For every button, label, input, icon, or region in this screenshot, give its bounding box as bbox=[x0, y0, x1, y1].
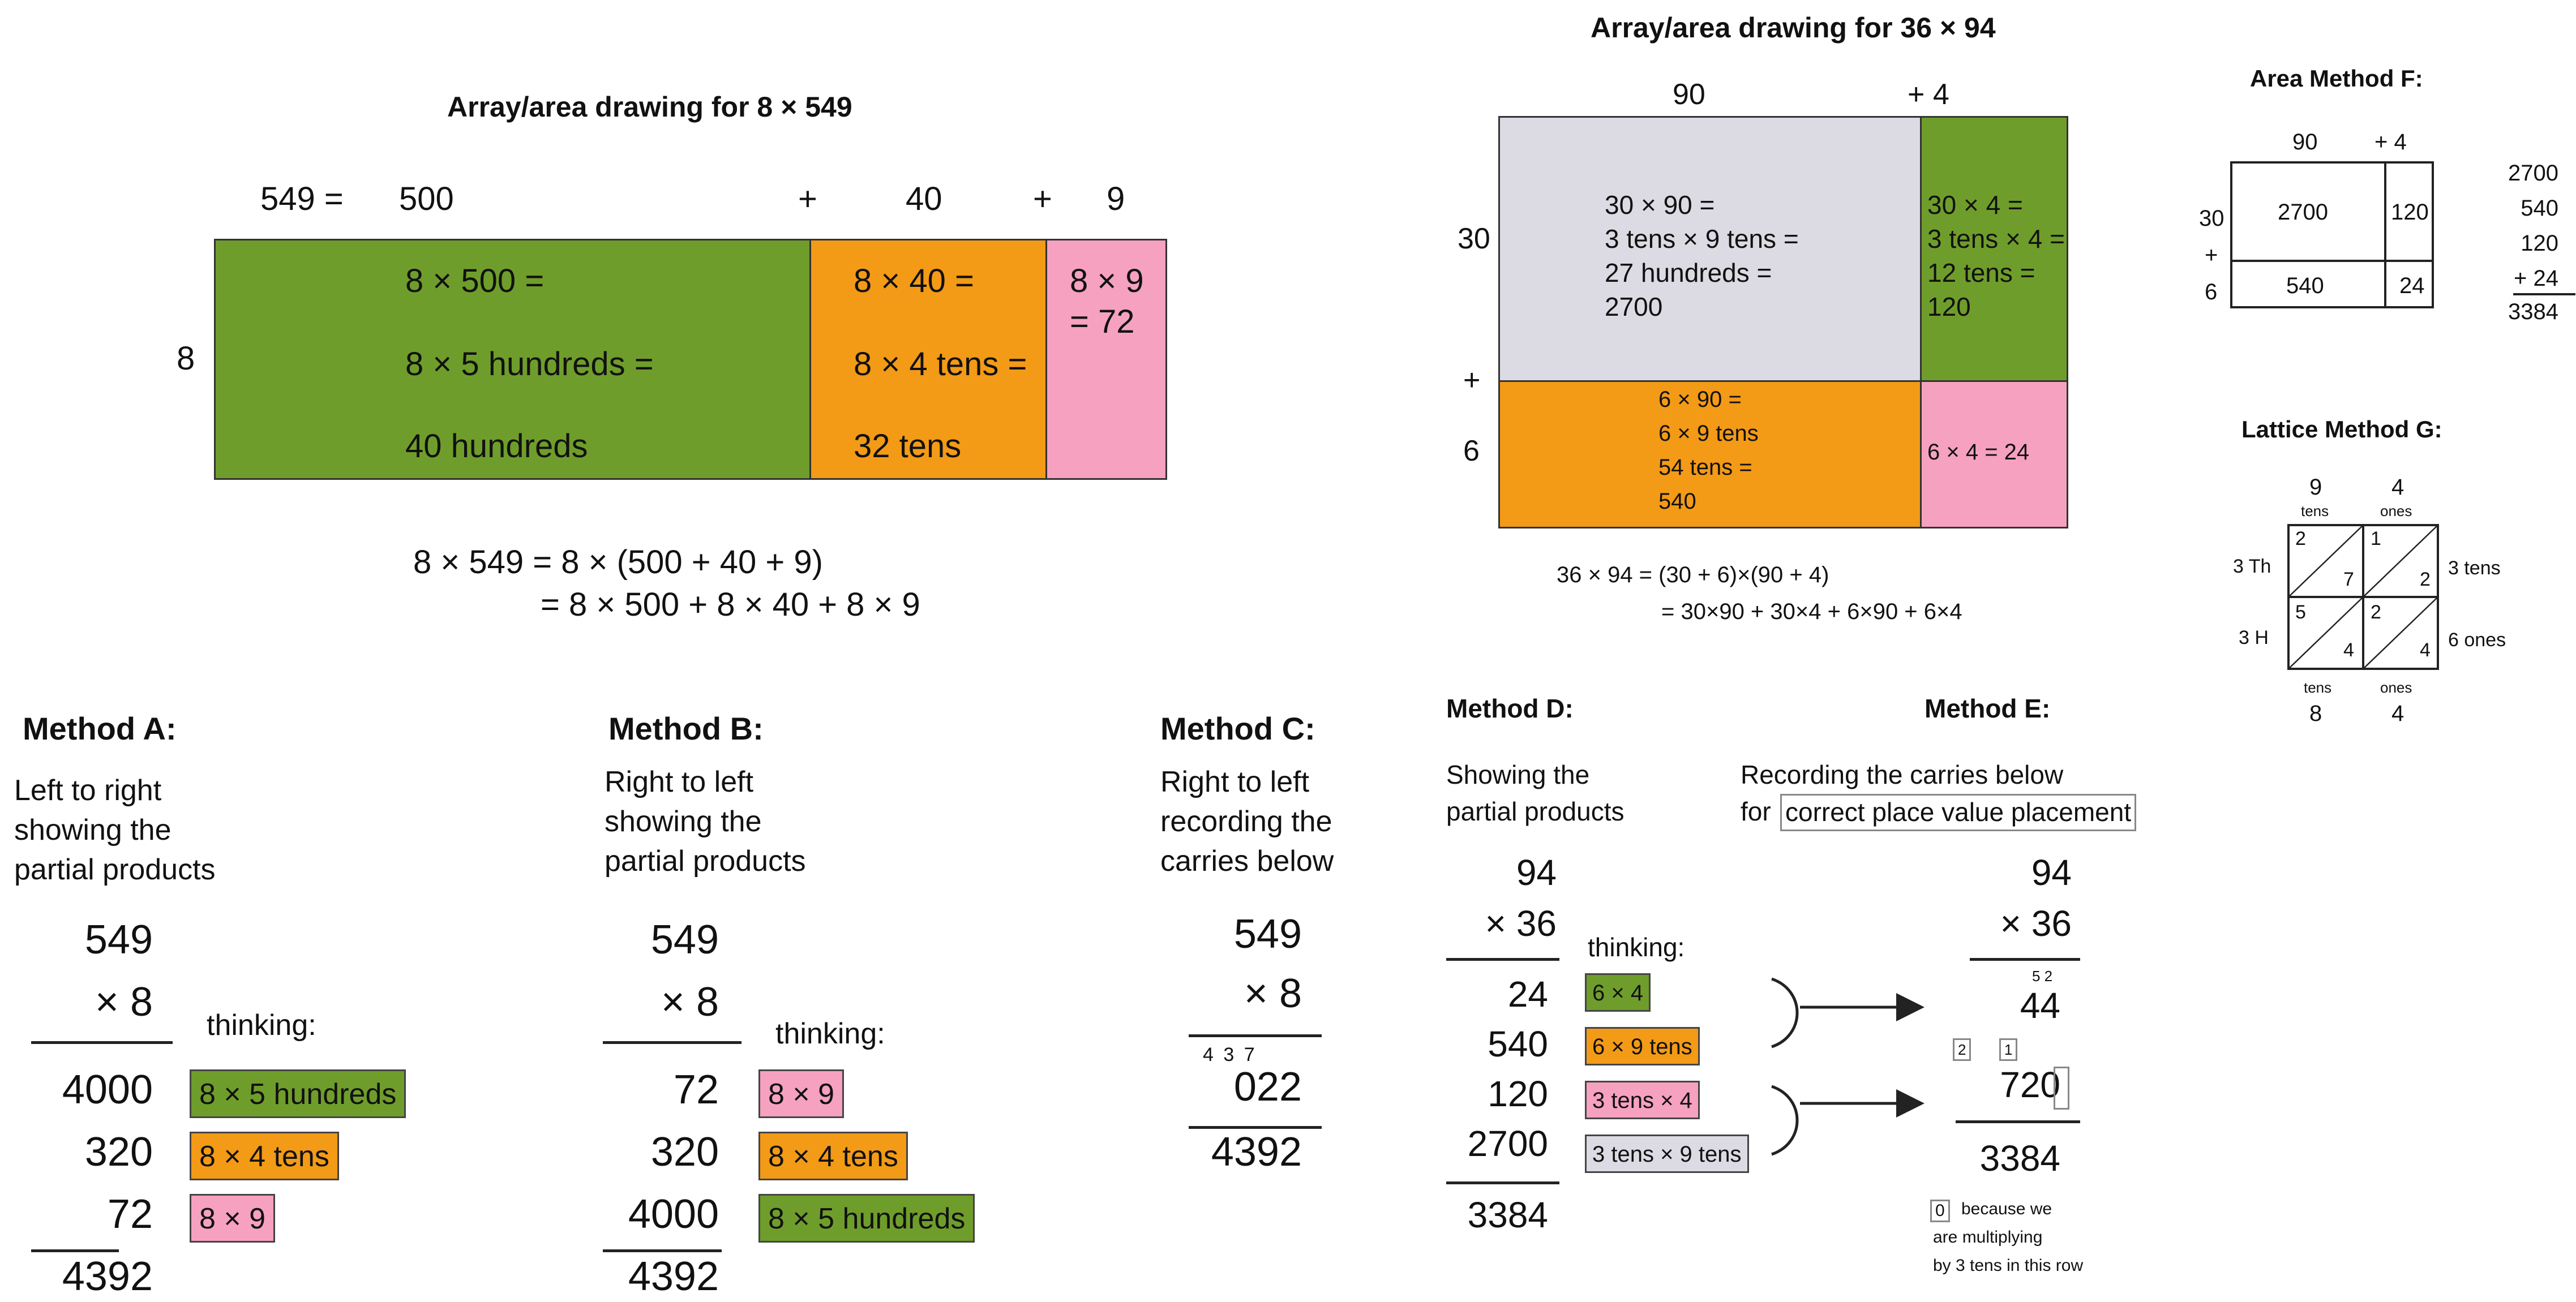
array2-cell-6x4 bbox=[1920, 380, 2068, 528]
method-a-multiplier: × 8 bbox=[95, 979, 153, 1025]
method-b-title: Method B: bbox=[608, 711, 764, 746]
method-b-row-4000: 4000 bbox=[628, 1192, 719, 1237]
method-f-sum-24: + 24 bbox=[2514, 266, 2558, 291]
array1-plus-1: + bbox=[798, 181, 817, 217]
method-e-total: 3384 bbox=[1979, 1138, 2060, 1179]
method-g-cell1-top: 2 bbox=[2295, 528, 2306, 549]
array2-equation-1: 36 × 94 = (30 + 6)×(90 + 4) bbox=[1557, 562, 1829, 587]
method-g-cell4-bottom: 4 bbox=[2420, 639, 2431, 661]
array2-cell-30x90 bbox=[1498, 116, 1922, 382]
array1-cell-8x500 bbox=[214, 239, 811, 480]
array2-top-plus4: + 4 bbox=[1908, 78, 1949, 111]
method-c-desc-2: recording the bbox=[1160, 805, 1332, 838]
method-a-line-2 bbox=[31, 1249, 119, 1252]
method-g-cell3-top: 5 bbox=[2295, 601, 2306, 623]
array2-pink-line: 6 × 4 = 24 bbox=[1927, 440, 2030, 465]
method-g-lattice-grid bbox=[2287, 523, 2440, 671]
method-e-desc-2b: correct place value placement bbox=[1780, 794, 2136, 831]
method-a-badge-8x5hundreds: 8 × 5 hundreds bbox=[190, 1069, 406, 1118]
method-b-row-72: 72 bbox=[673, 1067, 719, 1112]
array2-top-90: 90 bbox=[1673, 78, 1705, 111]
method-b-line-1 bbox=[603, 1041, 741, 1044]
method-f-cell-24: 24 bbox=[2399, 273, 2425, 298]
array2-equation-2: = 30×90 + 30×4 + 6×90 + 6×4 bbox=[1661, 599, 1962, 624]
array1-cell-8x40 bbox=[809, 239, 1047, 480]
method-b-line-2 bbox=[603, 1249, 722, 1252]
method-d-row-24: 24 bbox=[1507, 974, 1548, 1015]
array2-grey-line4: 2700 bbox=[1605, 292, 1663, 321]
method-c-line-1 bbox=[1189, 1034, 1322, 1037]
method-f-top-90: 90 bbox=[2292, 130, 2318, 154]
array1-side-8: 8 bbox=[177, 340, 195, 377]
array1-cell-8x9 bbox=[1045, 239, 1167, 480]
method-e-desc-2a: for bbox=[1741, 797, 1771, 826]
array2-orange-line4: 540 bbox=[1658, 489, 1696, 514]
array1-9-label: 9 bbox=[1107, 181, 1125, 217]
method-f-cell-2700: 2700 bbox=[2278, 200, 2328, 225]
method-c-carries: 4 3 7 bbox=[1203, 1044, 1257, 1065]
method-d-row-120: 120 bbox=[1488, 1073, 1548, 1114]
method-d-multiplicand: 94 bbox=[1516, 852, 1557, 893]
method-g-cell2-top: 1 bbox=[2371, 528, 2381, 549]
method-d-line-2 bbox=[1446, 1181, 1559, 1184]
array1-green-line2: 8 × 5 hundreds = bbox=[405, 346, 654, 383]
method-f-left-plus: + bbox=[2205, 243, 2218, 268]
method-b-desc-2: showing the bbox=[605, 805, 762, 838]
method-d-badge-6x9tens: 6 × 9 tens bbox=[1585, 1027, 1700, 1065]
method-g-right-6ones: 6 ones bbox=[2448, 629, 2506, 651]
method-f-title: Area Method F: bbox=[2250, 65, 2423, 92]
array1-orange-line3: 32 tens bbox=[854, 428, 962, 465]
array2-left-plus: + bbox=[1463, 364, 1481, 397]
method-f-top-plus4: + 4 bbox=[2374, 130, 2407, 154]
array1-pink-line2: = 72 bbox=[1070, 303, 1135, 340]
method-c-desc-3: carries below bbox=[1160, 845, 1334, 878]
method-a-title: Method A: bbox=[23, 711, 177, 746]
method-f-sum-line bbox=[2513, 293, 2575, 295]
method-a-multiplicand: 549 bbox=[84, 917, 153, 962]
method-f-left-30: 30 bbox=[2199, 206, 2224, 231]
method-b-desc-3: partial products bbox=[605, 845, 806, 878]
method-e-line-2 bbox=[1956, 1120, 2080, 1123]
array1-orange-line2: 8 × 4 tens = bbox=[854, 346, 1027, 383]
method-f-sum-120: 120 bbox=[2521, 231, 2558, 256]
method-d-badge-3tensx9tens: 3 tens × 9 tens bbox=[1585, 1135, 1749, 1173]
method-a-row-320: 320 bbox=[84, 1129, 153, 1175]
method-g-title: Lattice Method G: bbox=[2241, 416, 2442, 442]
method-g-cell4-top: 2 bbox=[2371, 601, 2381, 623]
array2-green-line4: 120 bbox=[1927, 292, 1971, 321]
array2-grey-line2: 3 tens × 9 tens = bbox=[1605, 224, 1799, 253]
method-d-desc-1: Showing the bbox=[1446, 760, 1590, 789]
array1-500-label: 500 bbox=[399, 181, 454, 217]
method-e-carry-1: 5 2 bbox=[2032, 968, 2053, 985]
array2-left-30: 30 bbox=[1458, 222, 1490, 255]
method-d-line-1 bbox=[1446, 958, 1559, 961]
method-d-row-2700: 2700 bbox=[1467, 1123, 1548, 1164]
array1-title: Array/area drawing for 8 × 549 bbox=[447, 91, 852, 123]
method-a-badge-8x4tens: 8 × 4 tens bbox=[190, 1132, 339, 1180]
method-f-grid bbox=[2230, 161, 2434, 308]
array2-green-line3: 12 tens = bbox=[1927, 258, 2035, 287]
array1-40-label: 40 bbox=[906, 181, 942, 217]
method-g-cell1-bottom: 7 bbox=[2343, 569, 2354, 590]
array2-green-line1: 30 × 4 = bbox=[1927, 190, 2023, 220]
array2-cell-6x90 bbox=[1498, 380, 1922, 528]
method-g-cell2-bottom: 2 bbox=[2420, 569, 2431, 590]
method-d-total: 3384 bbox=[1467, 1194, 1548, 1235]
array2-orange-line2: 6 × 9 tens bbox=[1658, 421, 1759, 446]
method-a-line-1 bbox=[31, 1041, 173, 1044]
method-g-bottom-8: 8 bbox=[2309, 701, 2322, 726]
method-c-multiplicand: 549 bbox=[1233, 912, 1302, 957]
method-b-total: 4392 bbox=[628, 1254, 719, 1299]
method-e-note-2: are multiplying bbox=[1933, 1228, 2043, 1247]
array2-orange-line1: 6 × 90 = bbox=[1658, 387, 1742, 412]
method-f-cell-120: 120 bbox=[2391, 200, 2429, 225]
array2-orange-line3: 54 tens = bbox=[1658, 455, 1752, 480]
array1-pink-line1: 8 × 9 bbox=[1070, 263, 1144, 299]
method-d-desc-2: partial products bbox=[1446, 797, 1625, 826]
method-d-badge-6x4: 6 × 4 bbox=[1585, 973, 1651, 1012]
method-d-multiplier: × 36 bbox=[1485, 903, 1557, 944]
method-a-thinking: thinking: bbox=[207, 1009, 316, 1042]
array1-green-line3: 40 hundreds bbox=[405, 428, 588, 465]
array1-orange-line1: 8 × 40 = bbox=[854, 263, 974, 299]
array2-grey-line3: 27 hundreds = bbox=[1605, 258, 1772, 287]
method-a-badge-8x9: 8 × 9 bbox=[190, 1194, 275, 1243]
method-g-top-4: 4 bbox=[2391, 475, 2404, 500]
method-e-multiplicand: 94 bbox=[2031, 852, 2072, 893]
method-b-badge-8x9: 8 × 9 bbox=[758, 1069, 844, 1118]
array2-left-6: 6 bbox=[1463, 435, 1480, 467]
method-e-multiplier: × 36 bbox=[2000, 903, 2072, 944]
method-a-row-4000: 4000 bbox=[62, 1067, 153, 1112]
method-e-zero-box: 0 bbox=[1930, 1200, 1950, 1222]
method-c-desc-1: Right to left bbox=[1160, 766, 1310, 798]
array1-eq-label: 549 = bbox=[260, 181, 344, 217]
method-a-desc-1: Left to right bbox=[14, 774, 162, 807]
method-e-line-1 bbox=[1970, 958, 2080, 961]
method-f-sum-total: 3384 bbox=[2508, 299, 2558, 324]
method-d-title: Method D: bbox=[1446, 694, 1574, 723]
method-b-badge-8x5hundreds: 8 × 5 hundreds bbox=[758, 1194, 975, 1243]
array1-equation-1: 8 × 549 = 8 × (500 + 40 + 9) bbox=[413, 544, 823, 581]
method-e-desc-1: Recording the carries below bbox=[1741, 760, 2064, 789]
method-d-badge-3tensx4: 3 tens × 4 bbox=[1585, 1081, 1700, 1119]
array2-cell-30x4 bbox=[1920, 116, 2068, 382]
method-f-sum-2700: 2700 bbox=[2508, 161, 2558, 186]
method-g-top-ones: ones bbox=[2380, 502, 2412, 519]
method-f-cell-540: 540 bbox=[2286, 273, 2324, 298]
method-b-multiplicand: 549 bbox=[650, 917, 719, 962]
method-e-note-3: by 3 tens in this row bbox=[1933, 1256, 2084, 1275]
method-b-desc-1: Right to left bbox=[605, 766, 754, 798]
method-b-row-320: 320 bbox=[650, 1129, 719, 1175]
method-c-total: 4392 bbox=[1211, 1129, 1302, 1175]
method-d-thinking: thinking: bbox=[1588, 933, 1685, 962]
array1-equation-2: = 8 × 500 + 8 × 40 + 8 × 9 bbox=[541, 586, 920, 623]
method-e-row-44: 44 bbox=[2020, 985, 2060, 1026]
method-g-bottom-4: 4 bbox=[2391, 701, 2404, 726]
method-g-right-3tens: 3 tens bbox=[2448, 557, 2501, 579]
method-g-left-3h: 3 H bbox=[2239, 627, 2269, 648]
method-g-top-tens: tens bbox=[2301, 502, 2329, 519]
array2-green-line2: 3 tens × 4 = bbox=[1927, 224, 2065, 253]
method-g-left-3th: 3 Th bbox=[2233, 556, 2271, 577]
method-g-cell3-bottom: 4 bbox=[2343, 639, 2354, 661]
method-a-desc-2: showing the bbox=[14, 814, 172, 846]
method-d-row-540: 540 bbox=[1488, 1024, 1548, 1064]
method-e-carry-box-1: 1 bbox=[1999, 1038, 2017, 1061]
method-f-left-6: 6 bbox=[2205, 280, 2218, 304]
method-d-to-e-arrows bbox=[1766, 973, 1936, 1177]
method-e-note-1: because we bbox=[1961, 1200, 2052, 1218]
array1-plus-2: + bbox=[1033, 181, 1052, 217]
method-f-sum-540: 540 bbox=[2521, 196, 2558, 221]
method-c-multiplier: × 8 bbox=[1244, 971, 1302, 1016]
array1-green-line1: 8 × 500 = bbox=[405, 263, 545, 299]
method-c-digits: 022 bbox=[1233, 1064, 1302, 1110]
array2-grey-line1: 30 × 90 = bbox=[1605, 190, 1715, 220]
method-e-row-720: 720 bbox=[2000, 1064, 2060, 1105]
method-g-top-9: 9 bbox=[2309, 475, 2322, 500]
method-e-placeholder-box bbox=[2054, 1067, 2069, 1110]
method-g-bottom-tens: tens bbox=[2304, 679, 2332, 696]
method-e-title: Method E: bbox=[1925, 694, 2051, 723]
method-a-total: 4392 bbox=[62, 1254, 153, 1299]
array2-title: Array/area drawing for 36 × 94 bbox=[1591, 12, 1996, 44]
method-g-bottom-ones: ones bbox=[2380, 679, 2412, 696]
method-b-thinking: thinking: bbox=[775, 1017, 885, 1050]
method-e-carry-box-2: 2 bbox=[1953, 1038, 1971, 1061]
method-a-row-72: 72 bbox=[107, 1192, 153, 1237]
method-b-multiplier: × 8 bbox=[661, 979, 719, 1025]
method-c-title: Method C: bbox=[1160, 711, 1315, 746]
method-a-desc-3: partial products bbox=[14, 853, 216, 886]
method-b-badge-8x4tens: 8 × 4 tens bbox=[758, 1132, 908, 1180]
